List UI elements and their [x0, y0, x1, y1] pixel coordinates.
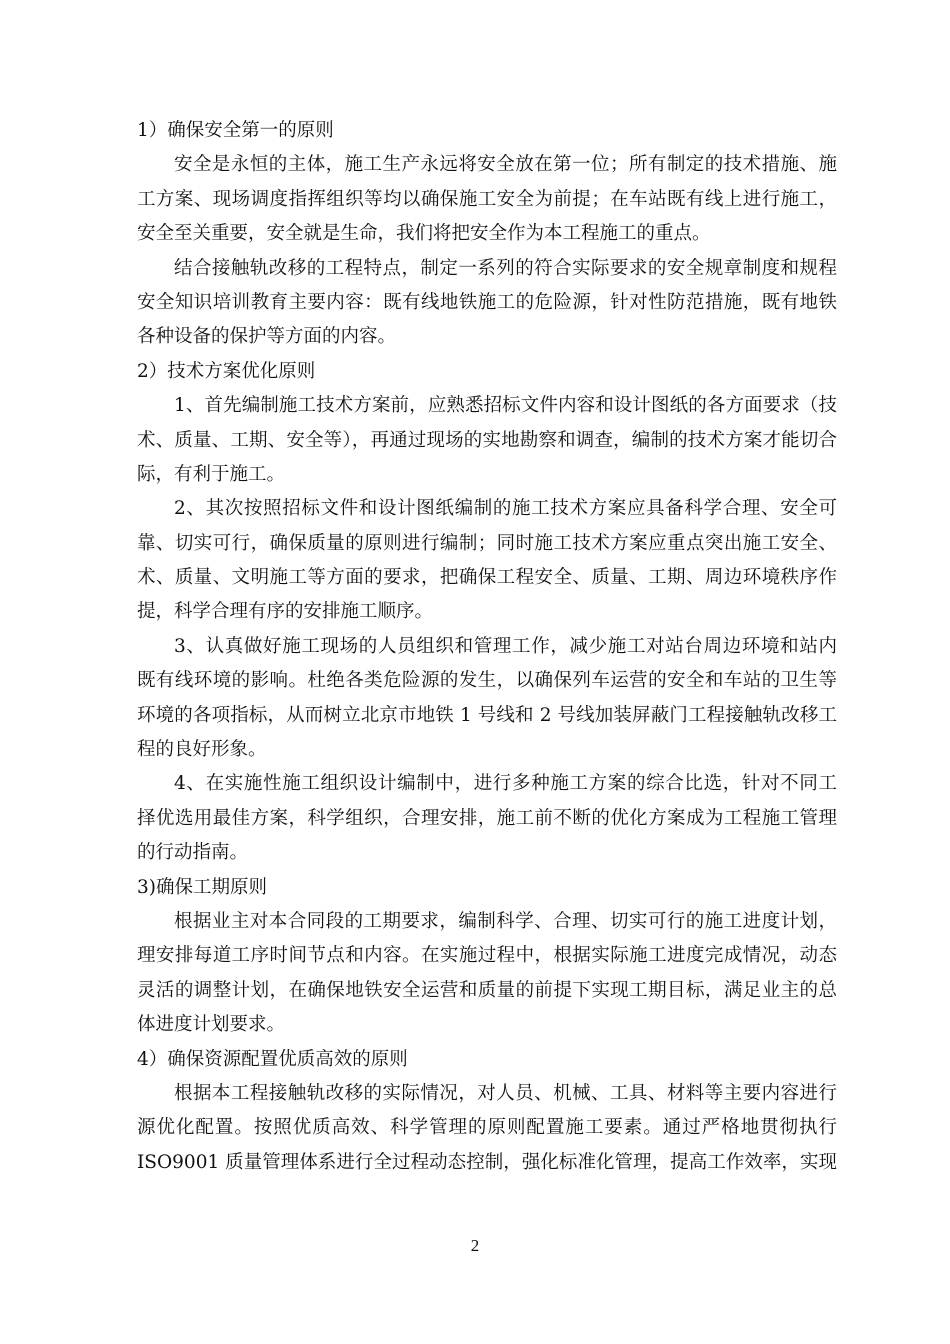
paragraph-line: 根据业主对本合同段的工期要求，编制科学、合理、切实可行的施工进度计划， [174, 910, 837, 932]
paragraph-line: 择优选用最佳方案，科学组织，合理安排，施工前不断的优化方案成为工程施工管理 [137, 807, 837, 829]
section-heading: 2）技术方案优化原则 [137, 360, 316, 382]
paragraph-line: 安全是永恒的主体，施工生产永远将安全放在第一位；所有制定的技术措施、施 [174, 154, 837, 176]
paragraph-line: 术、质量、工期、安全等），再通过现场的实地勘察和调查，编制的技术方案才能切合 [137, 429, 837, 451]
paragraph-line: 靠、切实可行，确保质量的原则进行编制；同时施工技术方案应重点突出施工安全、 [137, 532, 837, 554]
paragraph-line: ISO9001 质量管理体系进行全过程动态控制，强化标准化管理，提高工作效率，实现 [137, 1151, 837, 1173]
paragraph-line: 安全知识培训教育主要内容：既有线地铁施工的危险源，针对性防范措施，既有地铁 [137, 291, 837, 313]
paragraph-line: 环境的各项指标，从而树立北京市地铁 1 号线和 2 号线加装屏蔽门工程接触轨改移工 [137, 704, 837, 726]
paragraph-line: 工方案、现场调度指挥组织等均以确保施工安全为前提；在车站既有线上进行施工， [137, 188, 837, 210]
paragraph-line: 3、认真做好施工现场的人员组织和管理工作，减少施工对站台周边环境和站内 [174, 635, 837, 657]
page-number: 2 [470, 1236, 480, 1255]
document-body [137, 114, 837, 1180]
paragraph-line: 1、首先编制施工技术方案前，应熟悉招标文件内容和设计图纸的各方面要求（技 [174, 395, 837, 417]
paragraph-line: 术、质量、文明施工等方面的要求，把确保工程安全、质量、工期、周边环境秩序作 [137, 567, 837, 589]
paragraph-line: 灵活的调整计划，在确保地铁安全运营和质量的前提下实现工期目标，满足业主的总 [137, 979, 837, 1001]
paragraph-line: 际，有利于施工。 [137, 463, 286, 485]
paragraph-line: 安全至关重要，安全就是生命，我们将把安全作为本工程施工的重点。 [137, 223, 711, 245]
paragraph-line: 结合接触轨改移的工程特点，制定一系列的符合实际要求的安全规章制度和规程 [174, 257, 837, 279]
paragraph-line: 根据本工程接触轨改移的实际情况，对人员、机械、工具、材料等主要内容进行 [174, 1082, 837, 1104]
paragraph-line: 源优化配置。按照优质高效、科学管理的原则配置施工要素。通过严格地贯彻执行 [137, 1117, 837, 1139]
paragraph-line: 程的良好形象。 [137, 739, 267, 761]
paragraph-line: 2、其次按照招标文件和设计图纸编制的施工技术方案应具备科学合理、安全可 [174, 498, 837, 520]
paragraph-line: 的行动指南。 [137, 842, 249, 864]
paragraph-line: 各种设备的保护等方面的内容。 [137, 326, 397, 348]
paragraph-line: 理安排每道工序时间节点和内容。在实施过程中，根据实际施工进度完成情况，动态 [137, 945, 837, 967]
paragraph-line: 既有线环境的影响。杜绝各类危险源的发生，以确保列车运营的安全和车站的卫生等 [137, 670, 837, 692]
paragraph-line: 4、在实施性施工组织设计编制中，进行多种施工方案的综合比选，针对不同工 [174, 773, 837, 795]
section-heading: 1）确保安全第一的原则 [137, 120, 334, 141]
section-heading: 4）确保资源配置优质高效的原则 [137, 1048, 408, 1070]
section-heading: 3)确保工期原则 [137, 876, 267, 898]
paragraph-line: 体进度计划要求。 [137, 1014, 286, 1036]
paragraph-line: 提，科学合理有序的安排施工顺序。 [137, 601, 434, 623]
